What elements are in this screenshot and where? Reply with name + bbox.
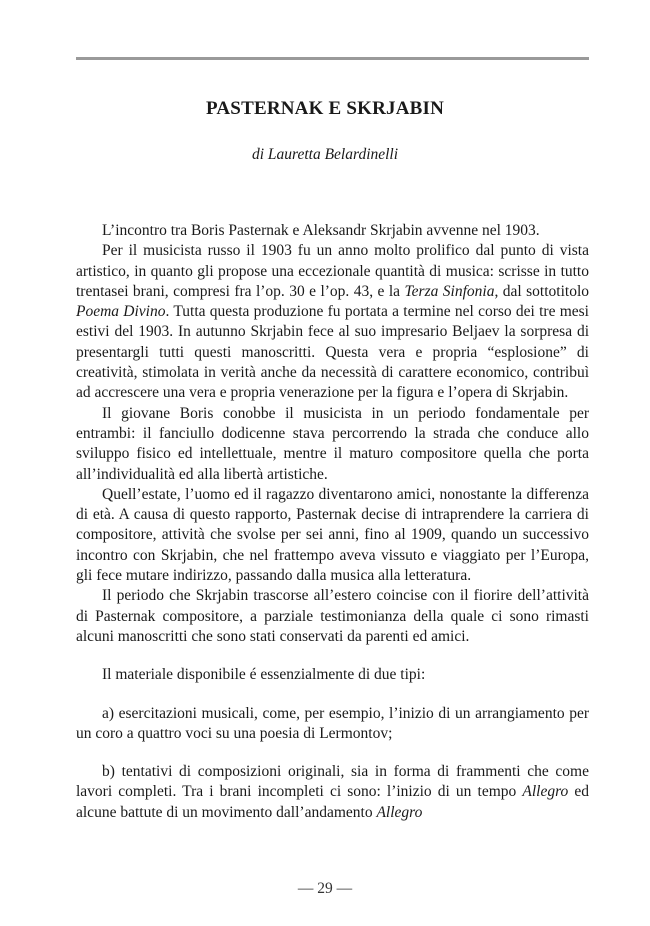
paragraph-8-tempo-2: Allegro [376, 803, 423, 821]
paragraph-4: Quell’estate, l’uomo ed il ragazzo diventarono amici, nonostante la differenza di età. A causa di questo rapporto, Pasternak decise di intraprendere la carriera di compositore, attività che svolse per sei anni, fino al 1909, quando un successivo incontro con Skrjabin, che nel frattempo aveva vissuto e viaggiato per l’Europa, gli fece mutare indirizzo, passando dalla musica alla letteratura. [76, 485, 589, 585]
paragraph-3: Il giovane Boris conobbe il musicista in un periodo fondamentale per entrambi: il fanciullo dodicenne stava percorrendo la strada che conduce allo sviluppo fisico ed intellettuale, mentre il maturo compositore quella che porta all’individualità ed alla libertà artistiche. [76, 404, 589, 483]
article-body [76, 221, 589, 823]
paragraph-2-work-title-1: Terza Sinfonia [404, 282, 495, 300]
paragraph-2-text-c: , dal sottotitolo [494, 282, 590, 300]
paragraph-2-text-a: Per il musicista russo il 1903 fu un anno molto prolifico dal punto di vista artistico, in quanto gli propose una eccezionale quantità di musica: scrisse in tutto trentasei brani, compresi fra l’op. 30 e l’op. 43, e la [76, 242, 589, 300]
header-rule [76, 57, 589, 60]
article-title: PASTERNAK E SKRJABIN [205, 98, 445, 119]
paragraph-7: a) esercitazioni musicali, come, per esempio, l’inizio di un arrangiamento per un coro a quattro voci su una poesia di Lermontov; [76, 704, 589, 742]
page-number: — 29 — [297, 880, 353, 897]
paragraph-1: L’incontro tra Boris Pasternak e Aleksandr Skrjabin avvenne nel 1903. [102, 222, 540, 239]
paragraph-2 [76, 241, 589, 403]
paragraph-2-work-title-2: Poema Divino [76, 303, 166, 321]
paragraph-8 [76, 762, 589, 823]
paragraph-8-text-c: ed alcune battute di un movimento dall’andamento [76, 783, 590, 821]
paragraph-2-text-e: . Tutta questa produzione fu portata a termine nel corso dei tre mesi estivi del 1903. In autunno Skrjabin fece al suo impresario Beljaev la sorpresa di presentargli tutti questi manoscritti. Questa vera e propria “esplosione” di creatività, stimolata in verità anche da necessità di carattere economico, contribuì ad accrescere una vera e propria venerazione per la figura e l’opera di Skrjabin. [76, 303, 589, 402]
paragraph-6: Il materiale disponibile é essenzialmente di due tipi: [102, 666, 426, 684]
paragraph-8-text-a: b) tentativi di composizioni originali, sia in forma di frammenti che come lavori completi. Tra i brani incompleti ci sono: l’inizio di un tempo [76, 763, 589, 801]
paragraph-8-tempo-1: Allegro [522, 783, 569, 801]
article-byline: di Lauretta Belardinelli [251, 146, 399, 163]
paragraph-5: Il periodo che Skrjabin trascorse all’estero coincise con il fiorire dell’attività di Pasternak compositore, a parziale testimonianza della quale ci sono rimasti alcuni manoscritti che sono stati conservati da parenti ed amici. [76, 587, 589, 645]
